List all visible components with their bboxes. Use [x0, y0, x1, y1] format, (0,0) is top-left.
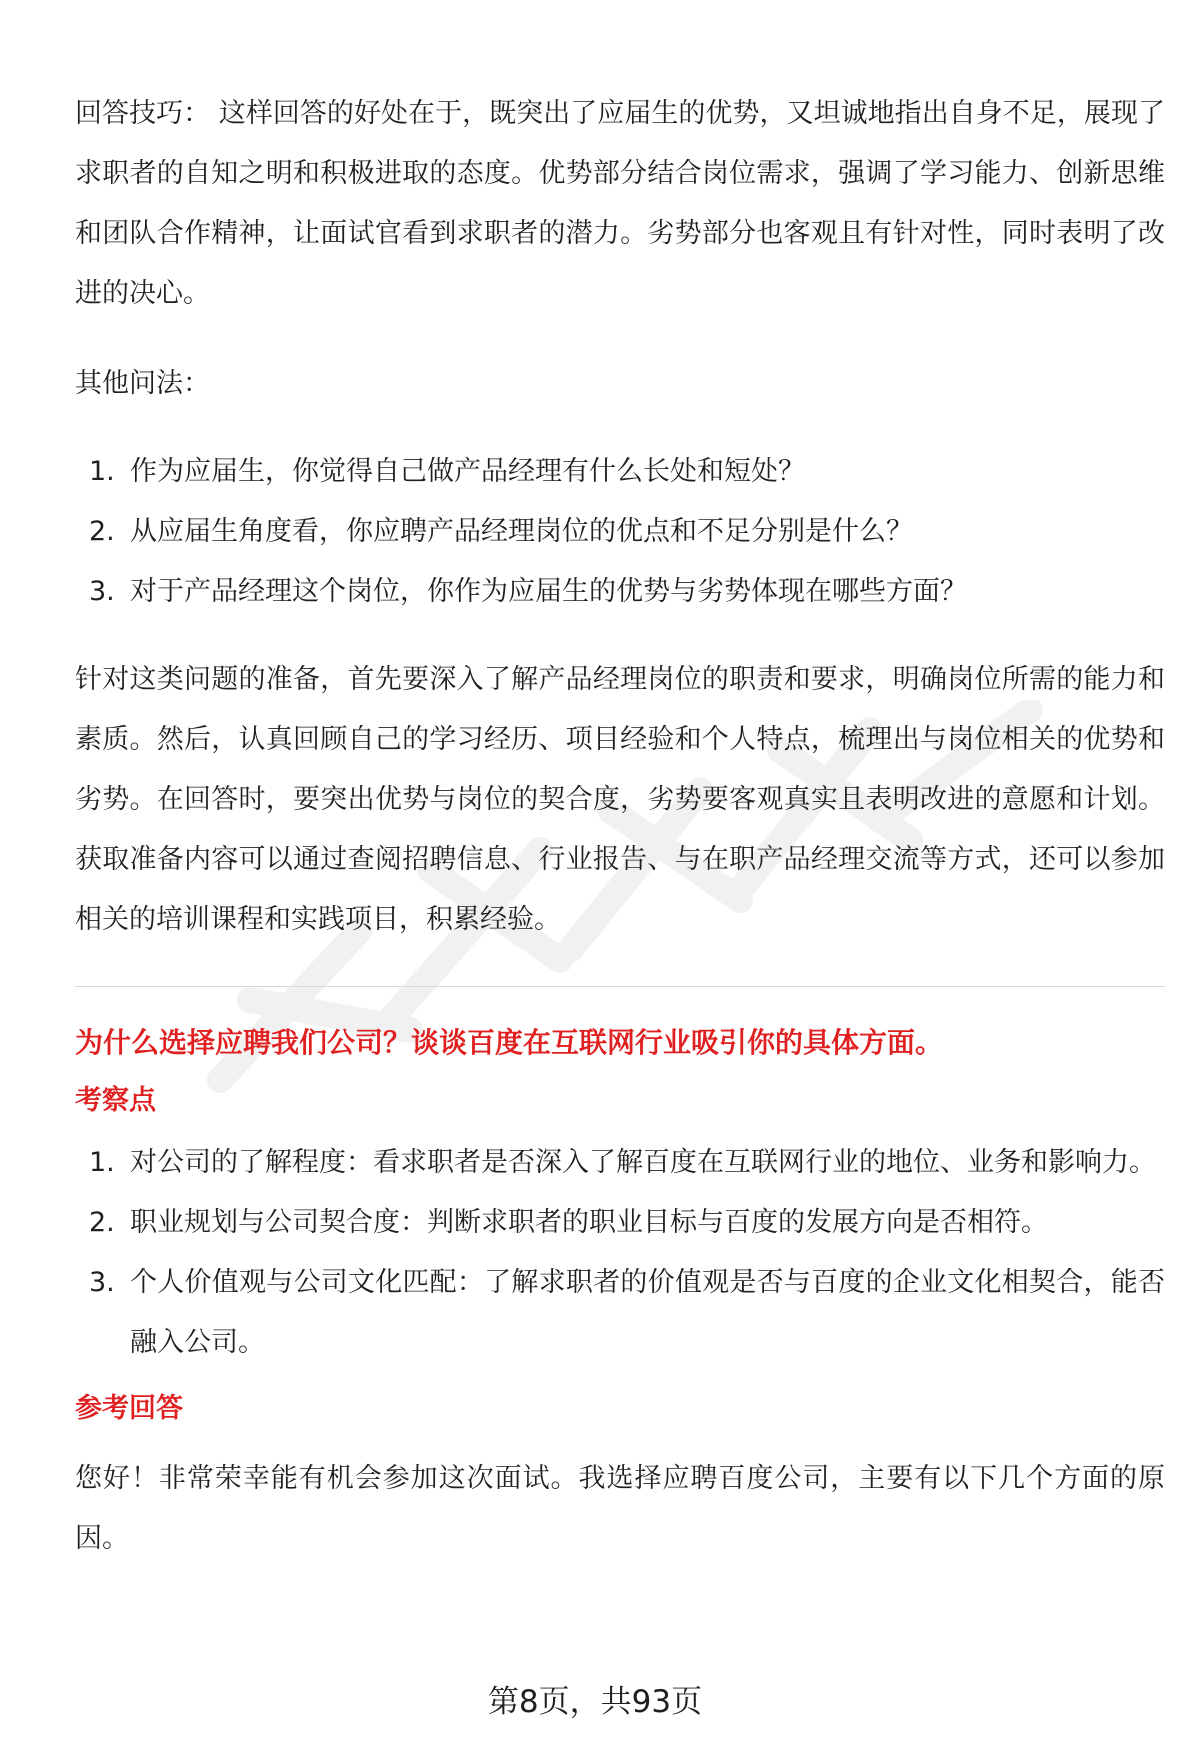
list-item — [75, 442, 1165, 502]
list-item-text: 作为应届生，你觉得自己做产品经理有什么长处和短处？ — [130, 456, 805, 487]
answer-tips-paragraph: 回答技巧： 这样回答的好处在于，既突出了应届生的优势，又坦诚地指出自身不足，展现了求职者的自知之明和积极进取的态度。优势部分结合岗位需求，强调了学习能力、创新思维和团队合作精神，让面试官看到求职者的潜力。劣势部分也客观且有针对性，同时表明了改进的决心。 — [75, 98, 1165, 309]
list-item — [75, 502, 1165, 562]
list-item-text: 对于产品经理这个岗位，你作为应届生的优势与劣势体现在哪些方面？ — [130, 576, 967, 607]
reference-answer-paragraph: 您好！非常荣幸能有机会参加这次面试。我选择应聘百度公司，主要有以下几个方面的原因。 — [75, 1463, 1165, 1554]
assessment-points-heading: 考察点 — [75, 1085, 156, 1116]
other-questions-label: 其他问法： — [75, 368, 210, 399]
list-item-text: 对公司的了解程度：看求职者是否深入了解百度在互联网行业的地位、业务和影响力。 — [130, 1147, 1156, 1178]
list-number: 2. — [89, 1207, 115, 1238]
reference-answer-heading: 参考回答 — [75, 1393, 183, 1424]
assessment-points-list — [75, 1133, 1165, 1373]
list-item — [75, 562, 1165, 622]
preparation-paragraph: 针对这类问题的准备，首先要深入了解产品经理岗位的职责和要求，明确岗位所需的能力和素质。然后，认真回顾自己的学习经历、项目经验和个人特点，梳理出与岗位相关的优势和劣势。在回答时，要突出优势与岗位的契合度，劣势要客观真实且表明改进的意愿和计划。获取准备内容可以通过查阅招聘信息、行业报告、与在职产品经理交流等方式，还可以参加相关的培训课程和实践项目，积累经验。 — [75, 664, 1165, 935]
list-item-text: 个人价值观与公司文化匹配：了解求职者的价值观是否与百度的企业文化相契合，能否融入公司。 — [130, 1267, 1165, 1358]
list-item-text: 从应届生角度看，你应聘产品经理岗位的优点和不足分别是什么？ — [130, 516, 913, 547]
other-questions-list — [75, 442, 1165, 622]
list-number: 1. — [89, 1147, 115, 1178]
list-number: 1. — [89, 456, 115, 487]
list-item — [75, 1133, 1165, 1193]
list-item-text: 职业规划与公司契合度：判断求职者的职业目标与百度的发展方向是否相符。 — [130, 1207, 1048, 1238]
document-page — [75, 84, 1165, 1569]
list-item — [75, 1193, 1165, 1253]
question-heading: 为什么选择应聘我们公司？谈谈百度在互联网行业吸引你的具体方面。 — [75, 1026, 944, 1059]
list-item — [75, 1253, 1165, 1373]
list-number: 3. — [89, 576, 115, 607]
page-number: 第8页，共93页 — [487, 1684, 703, 1720]
list-number: 3. — [89, 1267, 115, 1298]
section-divider — [75, 986, 1165, 987]
list-number: 2. — [89, 516, 115, 547]
